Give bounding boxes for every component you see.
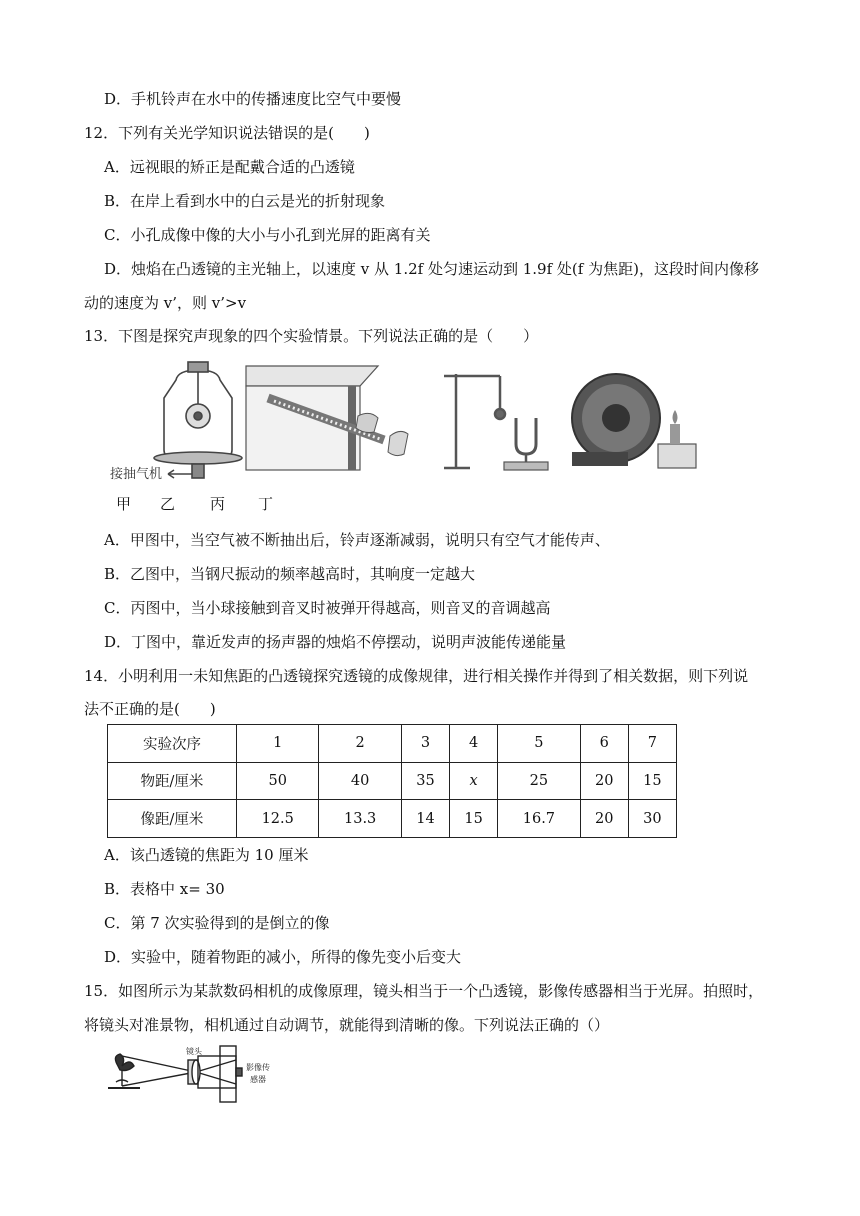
table-cell: x [450,762,498,800]
table-row [108,725,677,763]
sensor-label-2: 感器 [250,1075,266,1084]
table-cell: 5 [498,725,580,763]
table-cell: 15 [450,800,498,838]
caption-yi: 乙 [160,495,176,513]
q12-option-b: B．在岸上看到水中的白云是光的折射现象 [104,192,386,210]
q14-option-b: B．表格中 x= 30 [104,880,225,898]
lens-label: 镜头 [186,1047,202,1056]
caption-jia: 甲 [116,495,132,513]
table-row [108,800,677,838]
table-cell: 物距/厘米 [108,762,237,800]
q13-option-b: B．乙图中，当钢尺振动的频率越高时，其响度一定越大 [104,565,476,583]
q14-option-c: C．第 7 次实验得到的是倒立的像 [104,914,330,932]
q15-camera-figure [100,1042,300,1108]
q13-option-d: D．丁图中，靠近发声的扬声器的烛焰不停摆动，说明声波能传递能量 [104,633,567,651]
table-cell: 13.3 [319,800,401,838]
q15-stem-line2: 将镜头对准景物，相机通过自动调节，就能得到清晰的像。下列说法正确的（） [84,1016,610,1034]
table-cell: 20 [580,762,628,800]
q12-option-d-line1: D．烛焰在凸透镜的主光轴上，以速度 v 从 1.2f 处匀速运动到 1.9f 处(f 为焦距)，这段时间内像移 [104,260,759,278]
q15-stem-line1: 15．如图所示为某款数码相机的成像原理，镜头相当于一个凸透镜，影像传感器相当于光屏。拍照时， [84,982,764,1000]
q14-option-a: A．该凸透镜的焦距为 10 厘米 [104,846,309,864]
sensor-label-1: 影像传 [246,1063,270,1072]
q14-stem-line2: 法不正确的是( ) [84,700,216,718]
table-cell: 15 [628,762,676,800]
q14-stem-line1: 14．小明利用一未知焦距的凸透镜探究透镜的成像规律，进行相关操作并得到了相关数据，则下列说 [84,667,749,685]
q13-option-a: A．甲图中，当空气被不断抽出后，铃声逐渐减弱，说明只有空气才能传声、 [104,531,610,549]
pump-label: 接抽气机 [110,467,163,482]
table-cell: 12.5 [237,800,319,838]
speaker-candle-figure [572,374,696,468]
table-row [108,762,677,800]
table-cell: 16.7 [498,800,580,838]
bell-jar-figure [154,362,242,478]
q12-stem: 12．下列有关光学知识说法错误的是( ) [84,124,370,142]
table-cell: 2 [319,725,401,763]
q14-data-table [107,724,677,838]
q13-figure [108,358,708,518]
q12-option-a: A．远视眼的矫正是配戴合适的凸透镜 [104,158,355,176]
q11-option-d: D．手机铃声在水中的传播速度比空气中要慢 [104,90,402,108]
table-cell: 7 [628,725,676,763]
table-cell: 3 [401,725,449,763]
q13-stem: 13．下图是探究声现象的四个实验情景。下列说法正确的是（ ） [84,327,539,345]
q12-option-d-line2: 动的速度为 v’，则 v’>v [84,294,247,312]
table-cell: 实验次序 [108,725,237,763]
q13-option-c: C．丙图中，当小球接触到音叉时被弹开得越高，则音叉的音调越高 [104,599,551,617]
table-cell: 4 [450,725,498,763]
q14-option-d: D．实验中，随着物距的减小，所得的像先变小后变大 [104,948,462,966]
table-cell: 30 [628,800,676,838]
table-cell: 1 [237,725,319,763]
ruler-table-figure [246,366,408,470]
tuning-fork-figure [444,374,548,470]
table-cell: 像距/厘米 [108,800,237,838]
table-cell: 25 [498,762,580,800]
table-cell: 50 [237,762,319,800]
table-cell: 35 [401,762,449,800]
q12-option-c: C．小孔成像中像的大小与小孔到光屏的距离有关 [104,226,431,244]
table-cell: 14 [401,800,449,838]
table-cell: 6 [580,725,628,763]
caption-ding: 丁 [258,495,274,513]
table-cell: 40 [319,762,401,800]
table-cell: 20 [580,800,628,838]
caption-bing: 丙 [210,495,226,513]
